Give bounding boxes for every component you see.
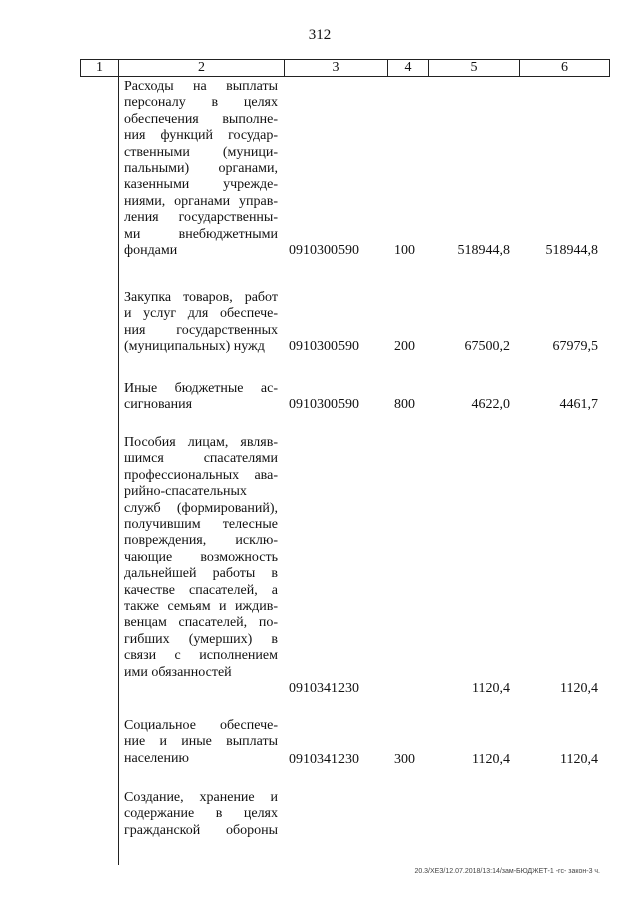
column-divider bbox=[118, 77, 119, 865]
row-amount-2: 518944,8 bbox=[545, 243, 598, 258]
footer-stamp: 20.3/ХЕЗ/12.07.2018/13:14/зам-БЮДЖЕТ-1 -гс- закон-3 ч. bbox=[414, 868, 600, 875]
row-description: Иные бюджетные ас- сигнования bbox=[124, 381, 278, 413]
row-amount-1: 67500,2 bbox=[464, 339, 510, 354]
table-header bbox=[80, 59, 610, 77]
header-col-4: 4 bbox=[388, 60, 429, 76]
header-col-6: 6 bbox=[561, 60, 568, 75]
row-expense-type: 300 bbox=[394, 752, 415, 767]
row-amount-2: 1120,4 bbox=[560, 752, 598, 767]
row-amount-2: 4461,7 bbox=[559, 397, 598, 412]
row-description: Создание, хранение и содержание в целях гражданской обороны bbox=[124, 790, 278, 838]
row-code: 0910300590 bbox=[289, 339, 359, 354]
header-col-2: 2 bbox=[119, 60, 285, 76]
row-description: Закупка товаров, работ и услуг для обеспече- ния государственных (муниципальных) нужд bbox=[124, 290, 278, 355]
header-col-3: 3 bbox=[285, 60, 388, 76]
row-expense-type: 800 bbox=[394, 397, 415, 412]
row-amount-1: 1120,4 bbox=[472, 681, 510, 696]
row-code: 0910341230 bbox=[289, 681, 359, 696]
row-amount-2: 1120,4 bbox=[560, 681, 598, 696]
row-code: 0910341230 bbox=[289, 752, 359, 767]
header-col-5: 5 bbox=[429, 60, 520, 76]
row-amount-2: 67979,5 bbox=[552, 339, 598, 354]
row-description: Расходы на выплаты персоналу в целях обеспечения выполне- ния функций государ- ственными (муници- пальными) органами, казенными учрежде- ниями, органами управ- ления государственны- ми внебюджетными фондами bbox=[124, 79, 278, 259]
row-code: 0910300590 bbox=[289, 397, 359, 412]
row-expense-type: 100 bbox=[394, 243, 415, 258]
header-col-1: 1 bbox=[81, 60, 119, 76]
row-description: Социальное обеспече- ние и иные выплаты населению bbox=[124, 718, 278, 766]
row-code: 0910300590 bbox=[289, 243, 359, 258]
row-description: Пособия лицам, являв- шимся спасателями профессиональных ава- рийно-спасательных служб (формирований), получившим телесные повреждения, исклю- чающие возможность дальнейшей работы в качестве спасателей, а также семьям и иждив- венцам спасателей, по- гибших (умерших) в связи с исполнением ими обязанностей bbox=[124, 435, 278, 680]
row-expense-type: 200 bbox=[394, 339, 415, 354]
row-amount-1: 518944,8 bbox=[457, 243, 510, 258]
page-number: 312 bbox=[308, 27, 332, 43]
row-amount-1: 4622,0 bbox=[471, 397, 510, 412]
row-amount-1: 1120,4 bbox=[472, 752, 510, 767]
